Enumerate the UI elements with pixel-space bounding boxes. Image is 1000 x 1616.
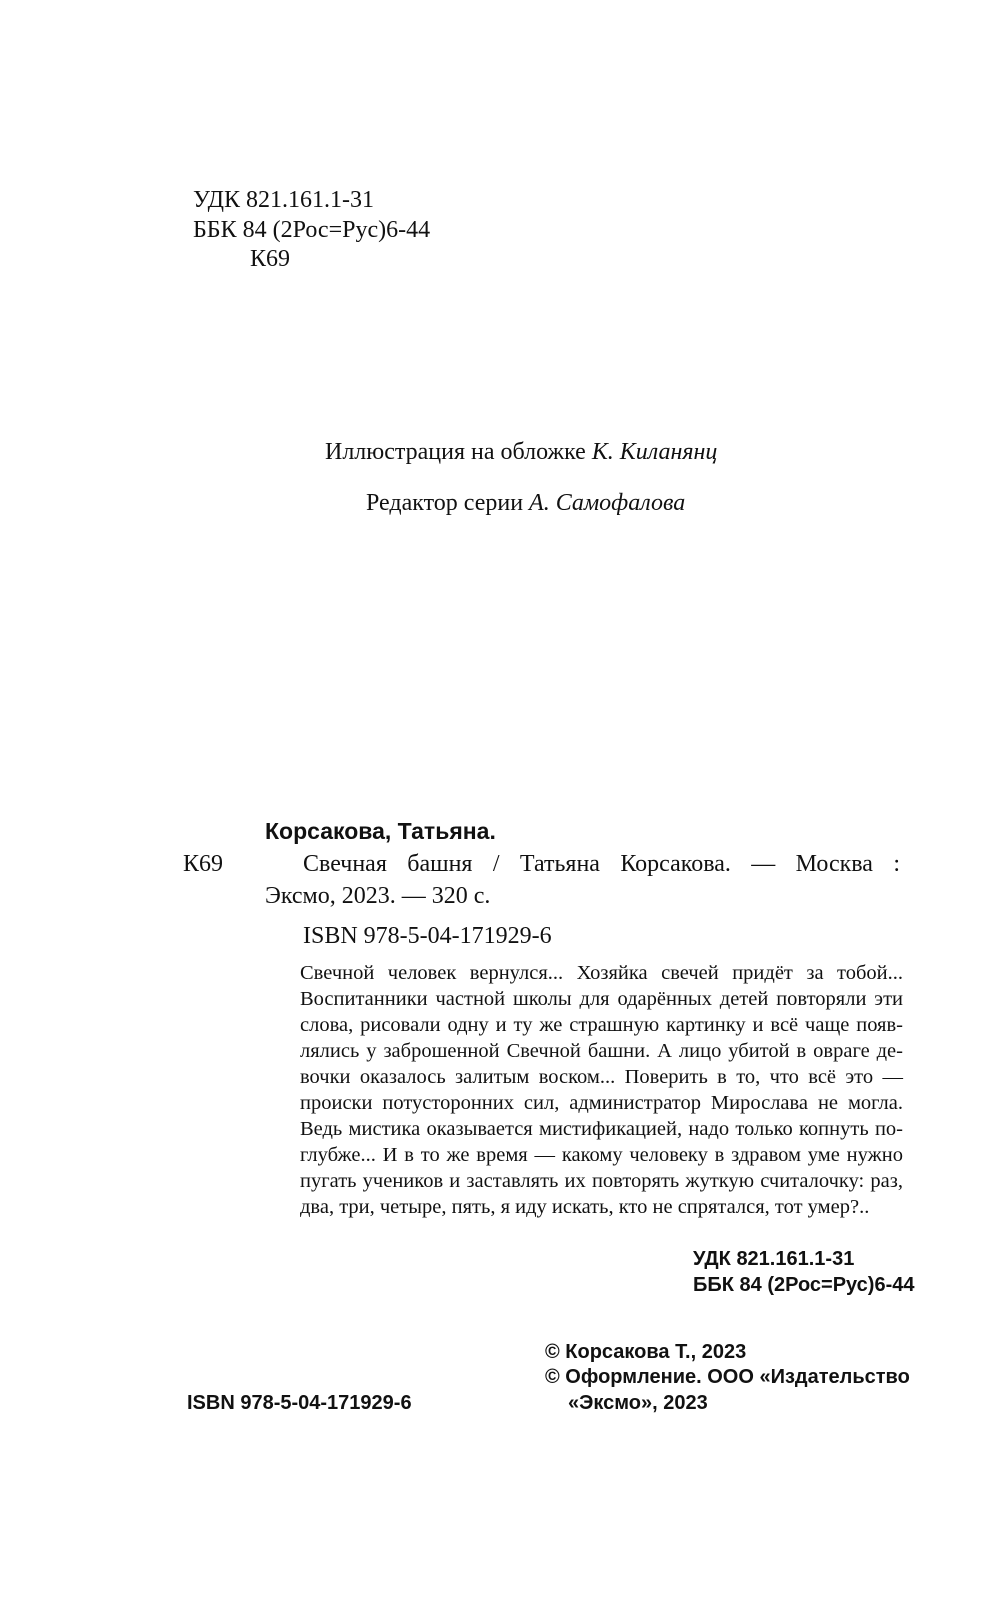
annotation-line: Ведь мистика оказывается мистификацией, надо только копнуть по- [300, 1118, 903, 1140]
copyright-author: © Корсакова Т., 2023 [545, 1341, 747, 1363]
author-heading: Корсакова, Татьяна. [265, 818, 496, 844]
illustration-credit [325, 438, 717, 466]
editor-credit-label: Редактор серии [366, 490, 530, 516]
record-line-publisher: Эксмо, 2023. — 320 с. [265, 883, 491, 909]
annotation-line: пугать учеников и заставлять их повторять жуткую считалочку: раз, [300, 1170, 903, 1192]
annotation-line: происки потусторонних сил, администратор Мирослава не могла. [300, 1092, 903, 1114]
copyright-design: © Оформление. ООО «Издательство [545, 1366, 910, 1388]
author-mark-record: К69 [183, 851, 224, 877]
annotation-line: два, три, четыре, пять, я иду искать, кто не спрятался, тот умер?.. [300, 1196, 870, 1218]
illustration-credit-label: Иллюстрация на обложке [325, 439, 592, 465]
annotation-line: глубже... И в то же время — какому человеку в здравом уме нужно [300, 1144, 903, 1166]
author-mark-top: К69 [250, 246, 291, 272]
annotation-line: слова, рисовали одну и ту же страшную картинку и всё чаще появ- [300, 1014, 903, 1036]
isbn-record: ISBN 978-5-04-171929-6 [303, 923, 552, 949]
udk-code-bottom: УДК 821.161.1-31 [693, 1248, 855, 1270]
record-line-title: Свечная башня / Татьяна Корсакова. — Москва : [303, 851, 900, 877]
editor-name: А. Самофалова [529, 490, 686, 516]
annotation-line: лялись у заброшенной Свечной башни. А лицо убитой в овраге де- [300, 1040, 903, 1062]
annotation-line: Воспитанники частной школы для одарённых детей повторяли эти [300, 988, 903, 1010]
udk-code-top: УДК 821.161.1-31 [193, 187, 374, 213]
annotation-line: вочки оказалось залитым воском... Поверить в то, что всё это — [300, 1066, 903, 1088]
bbk-code-top: ББК 84 (2Рос=Рус)6-44 [193, 217, 431, 243]
book-annotation [263, 960, 903, 1220]
isbn-footer: ISBN 978-5-04-171929-6 [187, 1392, 412, 1414]
copyright-publisher: «Эксмо», 2023 [568, 1392, 708, 1414]
editor-credit [366, 489, 685, 517]
illustrator-name: К. Киланянц [591, 439, 718, 465]
annotation-line: Свечной человек вернулся... Хозяйка свечей придёт за тобой... [300, 962, 903, 984]
bbk-code-bottom: ББК 84 (2Рос=Рус)6-44 [693, 1274, 915, 1296]
